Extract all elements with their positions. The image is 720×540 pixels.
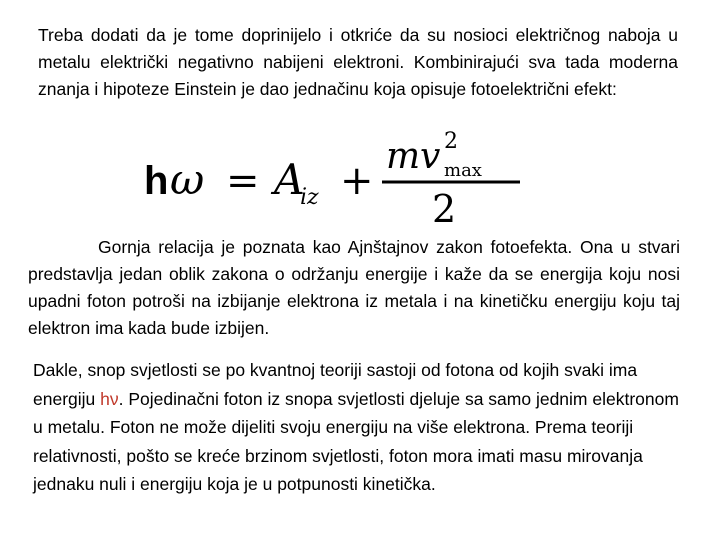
formula-A-subscript: iz <box>300 185 319 210</box>
photon-energy-paragraph <box>33 356 693 499</box>
photon-paragraph-start: Dakle, snop svjetlosti se po kvantnoj teoriji sastoji od fotona od kojih svaki ima energiju <box>33 360 638 409</box>
formula-plus: + <box>340 158 374 204</box>
einstein-law-paragraph: Gornja relacija je poznata kao Ajnštajnov zakon fotoefekta. Ona u stvari predstavlja jedan oblik zakona o održanju energije i kaže da se energija koju nosi upadni foton potroši na izbijanje elektrona iz metala i na kinetičku energiju koju taj elektron ima kada bude izbijen. <box>28 237 680 338</box>
formula-equals: = <box>226 158 260 204</box>
formula-subscript-max: max <box>444 160 482 181</box>
formula-denominator: 2 <box>432 187 457 231</box>
formula-superscript: 2 <box>444 129 458 154</box>
einstein-photoelectric-equation <box>140 128 540 232</box>
formula-m: m <box>386 136 421 177</box>
photon-energy-symbol: hν <box>100 388 119 409</box>
photon-paragraph-end: . Pojedinačni foton iz snopa svjetlosti djeluje sa samo jednim elektronom u metalu. Foton ne može dijeliti svoju energiju na više elektrona. Prema teoriji relativnosti, pošto se kreće brzinom svjetlosti, foton mora imati masu mirovanja jednaku nuli i energiju koja je u potpunosti kinetička. <box>33 388 679 494</box>
formula-A: A <box>274 155 305 204</box>
formula-omega: ω <box>170 155 205 204</box>
formula-h: h <box>144 159 169 203</box>
intro-paragraph: Treba dodati da je tome doprinijelo i otkriće da su nosioci električnog naboja u metalu električki negativno nabijeni elektroni. Kombinirajući sva tada moderna znanja i hipoteze Einstein je dao jednačinu koja opisuje fotoelektrični efekt: <box>38 25 678 99</box>
formula-v: v <box>420 136 441 177</box>
